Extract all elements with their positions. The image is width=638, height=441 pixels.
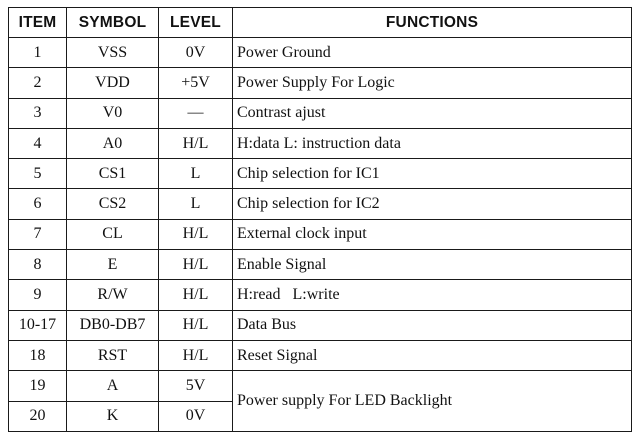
item-cell: 3: [9, 98, 67, 128]
symbol-cell: CL: [67, 219, 159, 249]
item-cell: 19: [9, 371, 67, 401]
symbol-cell: CS2: [67, 189, 159, 219]
level-cell: H/L: [159, 250, 233, 280]
item-cell: 18: [9, 340, 67, 370]
item-cell: 9: [9, 280, 67, 310]
symbol-cell: DB0-DB7: [67, 310, 159, 340]
function-cell: H:data L: instruction data: [233, 128, 632, 158]
symbol-cell: E: [67, 250, 159, 280]
item-cell: 1: [9, 38, 67, 68]
function-cell: Chip selection for IC2: [233, 189, 632, 219]
function-cell: Data Bus: [233, 310, 632, 340]
level-cell: H/L: [159, 280, 233, 310]
table-row: [9, 98, 632, 128]
symbol-cell: RST: [67, 340, 159, 370]
symbol-cell: VDD: [67, 68, 159, 98]
table-row: [9, 219, 632, 249]
table-row: [9, 38, 632, 68]
item-cell: 20: [9, 401, 67, 431]
function-cell: External clock input: [233, 219, 632, 249]
function-cell: Contrast ajust: [233, 98, 632, 128]
function-cell: Enable Signal: [233, 250, 632, 280]
level-cell: 0V: [159, 38, 233, 68]
level-cell: 5V: [159, 371, 233, 401]
header-row: [9, 8, 632, 38]
backlight-function-cell: Power supply For LED Backlight: [233, 371, 632, 432]
function-cell: Reset Signal: [233, 340, 632, 370]
level-cell: +5V: [159, 68, 233, 98]
symbol-cell: A0: [67, 128, 159, 158]
item-cell: 4: [9, 128, 67, 158]
level-cell: H/L: [159, 340, 233, 370]
table-row: [9, 159, 632, 189]
function-cell: Power Ground: [233, 38, 632, 68]
header-functions: FUNCTIONS: [233, 8, 632, 38]
function-cell: Power Supply For Logic: [233, 68, 632, 98]
pin-function-table: [8, 7, 632, 432]
level-cell: L: [159, 189, 233, 219]
table-row: [9, 280, 632, 310]
symbol-cell: CS1: [67, 159, 159, 189]
item-cell: 5: [9, 159, 67, 189]
table-row: [9, 189, 632, 219]
level-cell: H/L: [159, 310, 233, 340]
symbol-cell: V0: [67, 98, 159, 128]
header-item: ITEM: [9, 8, 67, 38]
symbol-cell: A: [67, 371, 159, 401]
item-cell: 2: [9, 68, 67, 98]
item-cell: 10-17: [9, 310, 67, 340]
table-row: [9, 371, 632, 401]
table-row: [9, 340, 632, 370]
item-cell: 6: [9, 189, 67, 219]
item-cell: 7: [9, 219, 67, 249]
table-row: [9, 68, 632, 98]
function-cell: Chip selection for IC1: [233, 159, 632, 189]
header-level: LEVEL: [159, 8, 233, 38]
table-row: [9, 310, 632, 340]
level-cell: —: [159, 98, 233, 128]
table-row: [9, 250, 632, 280]
level-cell: 0V: [159, 401, 233, 431]
symbol-cell: VSS: [67, 38, 159, 68]
symbol-cell: R/W: [67, 280, 159, 310]
symbol-cell: K: [67, 401, 159, 431]
level-cell: H/L: [159, 128, 233, 158]
header-symbol: SYMBOL: [67, 8, 159, 38]
table-row: [9, 128, 632, 158]
function-cell: H:read L:write: [233, 280, 632, 310]
item-cell: 8: [9, 250, 67, 280]
level-cell: H/L: [159, 219, 233, 249]
level-cell: L: [159, 159, 233, 189]
